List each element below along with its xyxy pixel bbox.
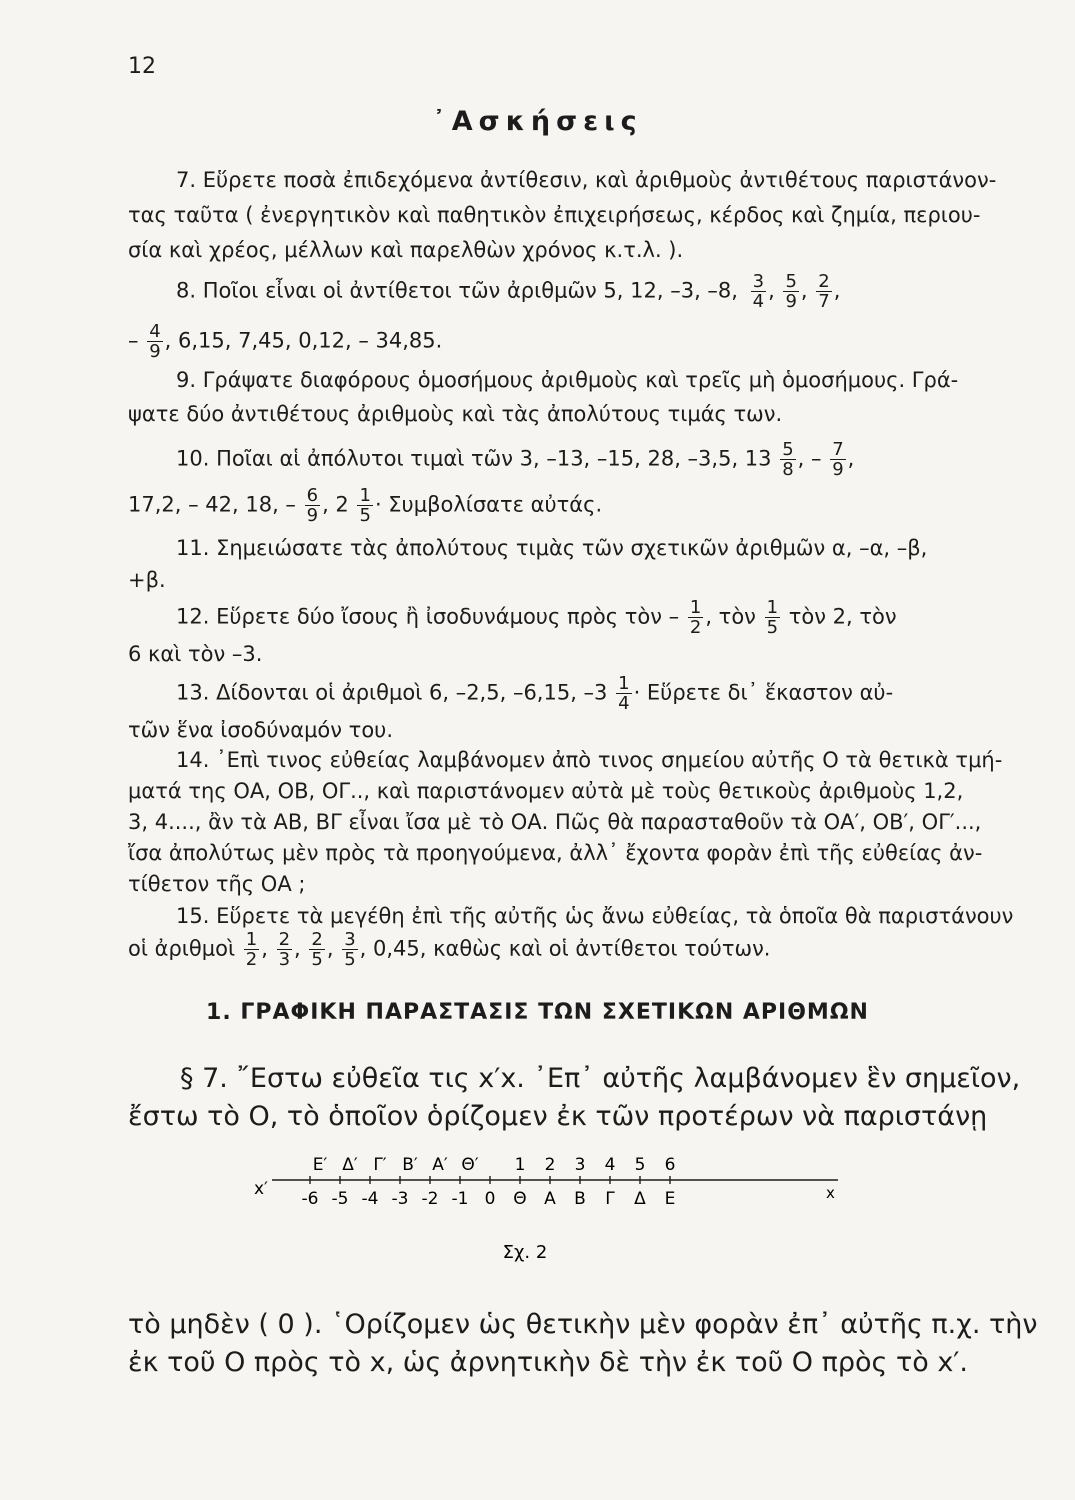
para1-line1: § 7. ῎Εστω εὐθεῖα τις x′x. ᾿Επ᾿ αὐτῆς λαμβάνομεν ἓν σημεῖον,: [180, 1063, 1021, 1094]
ex15-fraction-1: $\frac{1}{2}$: [245, 929, 258, 970]
ex10-fraction-2: $\frac{7}{9}$: [832, 439, 844, 480]
ex10-fraction-3: $\frac{6}{9}$: [306, 485, 319, 526]
ex12-line1: 12. Εὕρετε δύο ἴσους ἢ ἰσοδυνάμους πρὸς τὸν – $\frac{1}{2}$ , τὸν $\frac{1}{5}$ τὸν 2, τὸν: [176, 597, 897, 638]
ex14-line2: ματά της ΟΑ, ΟΒ, ΟΓ.., καὶ παριστάνομεν αὐτὰ μὲ τοὺς θετικοὺς ἀριθμοὺς 1,2,: [128, 779, 964, 803]
axis-top-label: 2: [544, 1155, 556, 1175]
ex8-fraction-1: $\frac{3}{4}$: [752, 271, 765, 312]
axis-top-label: 4: [604, 1155, 616, 1175]
ex7-line2: τας ταῦτα ( ἐνεργητικὸν καὶ παθητικὸν ἐπιχειρήσεως, κέρδος καὶ ζημία, περιου-: [128, 203, 981, 227]
exercises-heading: ᾿Ασκήσεις: [432, 106, 643, 137]
axis-top-label: Α′: [432, 1155, 448, 1175]
axis-top-label: Δ′: [342, 1155, 358, 1175]
ex7-line3: σία καὶ χρέος, μέλλων καὶ παρελθὼν χρόνος κ.τ.λ. ).: [128, 238, 684, 262]
axis-bottom-label: -4: [361, 1189, 379, 1209]
axis-bottom-label: Θ: [513, 1189, 527, 1209]
ex15-line2: οἱ ἀριθμοὶ $\frac{1}{2}$ , $\frac{2}{3}$ , $\frac{2}{5}$ , $\frac{3}{5}$ , 0,45, καθὼς καὶ οἱ ἀντίθετοι τούτων.: [128, 929, 771, 970]
ex10-fraction-1: $\frac{5}{8}$: [782, 439, 794, 480]
para2-line1: τὸ μηδὲν ( 0 ). ῾Ορίζομεν ὡς θετικὴν μὲν φορὰν ἐπ᾿ αὐτῆς π.χ. τὴν: [128, 1309, 1038, 1340]
axis-bottom-label: -5: [331, 1189, 349, 1209]
ex14-line5: τίθετον τῆς ΟΑ ;: [128, 872, 306, 896]
axis-top-label: 6: [664, 1155, 676, 1175]
ex13-line1: 13. Δίδονται οἱ ἀριθμοὶ 6, –2,5, –6,15, –3 $\frac{1}{4}$ · Εὕρετε δι᾿ ἕκαστον αὐ-: [176, 673, 894, 714]
axis-top-label: 1: [514, 1155, 526, 1175]
axis-top-label: Θ′: [461, 1155, 479, 1175]
section-title: 1. ΓΡΑΦΙΚΗ ΠΑΡΑΣΤΑΣΙΣ ΤΩΝ ΣΧΕΤΙΚΩΝ ΑΡΙΘΜΩΝ: [206, 1000, 869, 1025]
axis-bottom-label: Ε: [664, 1189, 676, 1209]
ex7-line1: 7. Εὕρετε ποσὰ ἐπιδεχόμενα ἀντίθεσιν, καὶ ἀριθμοὺς ἀντιθέτους παριστάνον-: [176, 168, 997, 192]
ex14-line3: 3, 4...., ἂν τὰ ΑΒ, ΒΓ εἶναι ἴσα μὲ τὸ ΟΑ. Πῶς θὰ παρασταθοῦν τὰ ΟΑ′, ΟΒ′, ΟΓ′...,: [128, 810, 982, 834]
ex11-line2: +β.: [128, 568, 166, 592]
axis-bottom-label: -2: [421, 1189, 439, 1209]
number-line-figure: [250, 1148, 850, 1268]
para2-line2: ἐκ τοῦ Ο πρὸς τὸ x, ὡς ἀρνητικὴν δὲ τὴν ἐκ τοῦ Ο πρὸς τὸ x′.: [128, 1347, 969, 1378]
axis-bottom-label: Δ: [634, 1189, 646, 1209]
ex8-fraction-4: $\frac{4}{9}$: [149, 321, 161, 362]
axis-left-end: x′: [254, 1179, 268, 1199]
axis-bottom-label: -6: [301, 1189, 319, 1209]
ex10-line2: 17,2, – 42, 18, – $\frac{6}{9}$ , 2 $\frac{1}{5}$ · Συμβολίσατε αὐτάς.: [128, 485, 603, 526]
ex10-line1: 10. Ποῖαι αἱ ἀπόλυτοι τιμαὶ τῶν 3, –13, –15, 28, –3,5, 13 $\frac{5}{8}$ , – $\frac{7}{9}$ ,: [176, 439, 855, 480]
ex8-text: 8. Ποῖοι εἶναι οἱ ἀντίθετοι τῶν ἀριθμῶν 5, 12, –3, –8,: [176, 278, 738, 303]
ex15-fraction-2: $\frac{2}{3}$: [278, 929, 291, 970]
ex12-fraction-1: $\frac{1}{2}$: [689, 597, 702, 638]
ex12-line2: 6 καὶ τὸν –3.: [128, 642, 263, 666]
axis-top-label: 5: [634, 1155, 646, 1175]
axis-bottom-label: 0: [484, 1189, 496, 1209]
axis-top-label: 3: [574, 1155, 586, 1175]
axis-right-end: x: [826, 1184, 835, 1202]
ex8-line1: 8. Ποῖοι εἶναι οἱ ἀντίθετοι τῶν ἀριθμῶν 5, 12, –3, –8, $\frac{3}{4}$ , $\frac{5}{9}$ , $\frac{2}{7}$ ,: [176, 271, 841, 312]
ex14-line1: 14. ᾿Επὶ τινος εὐθείας λαμβάνομεν ἀπὸ τινος σημείου αὐτῆς Ο τὰ θετικὰ τμή-: [176, 748, 1003, 772]
ex8-fraction-2: $\frac{5}{9}$: [785, 271, 797, 312]
ex9-line1: 9. Γράψατε διαφόρους ὁμοσήμους ἀριθμοὺς καὶ τρεῖς μὴ ὁμοσήμους. Γρά-: [176, 368, 959, 392]
ex8-fraction-3: $\frac{2}{7}$: [818, 271, 830, 312]
para1-line2: ἔστω τὸ Ο, τὸ ὁποῖον ὁρίζομεν ἐκ τῶν προτέρων νὰ παριστάνῃ: [128, 1101, 988, 1132]
ex14-line4: ἴσα ἀπολύτως μὲν πρὸς τὰ προηγούμενα, ἀλλ᾿ ἔχοντα φορὰν ἐπὶ τῆς εὐθείας ἀν-: [128, 841, 983, 865]
page-number: 12: [128, 54, 156, 79]
axis-bottom-label: Β: [574, 1189, 586, 1209]
axis-bottom-label: -3: [391, 1189, 409, 1209]
ex13-line2: τῶν ἕνα ἰσοδύναμόν του.: [128, 718, 394, 742]
figure-caption: Σχ. 2: [502, 1242, 548, 1263]
ex15-fraction-4: $\frac{3}{5}$: [344, 929, 356, 970]
ex11-line1: 11. Σημειώσατε τὰς ἀπολύτους τιμὰς τῶν σχετικῶν ἀριθμῶν α, –α, –β,: [176, 536, 928, 560]
axis-top-label: Β′: [402, 1155, 418, 1175]
axis-bottom-label: Γ: [605, 1189, 615, 1209]
ex10-fraction-4: $\frac{1}{5}$: [359, 485, 371, 526]
axis-top-label: Γ′: [373, 1155, 387, 1175]
ex15-fraction-3: $\frac{2}{5}$: [311, 929, 323, 970]
axis-bottom-label: -1: [451, 1189, 469, 1209]
ex12-fraction-2: $\frac{1}{5}$: [766, 597, 779, 638]
ex13-fraction: $\frac{1}{4}$: [618, 673, 630, 714]
axis-top-label: Ε′: [312, 1155, 328, 1175]
axis-bottom-label: Α: [544, 1189, 556, 1209]
ex8-line2: – $\frac{4}{9}$ , 6,15, 7,45, 0,12, – 34,85.: [128, 321, 443, 362]
ex9-line2: ψατε δύο ἀντιθέτους ἀριθμοὺς καὶ τὰς ἀπολύτους τιμάς των.: [128, 402, 783, 426]
ex15-line1: 15. Εὕρετε τὰ μεγέθη ἐπὶ τῆς αὐτῆς ὡς ἄνω εὐθείας, τὰ ὁποῖα θὰ παριστάνουν: [176, 904, 1014, 928]
